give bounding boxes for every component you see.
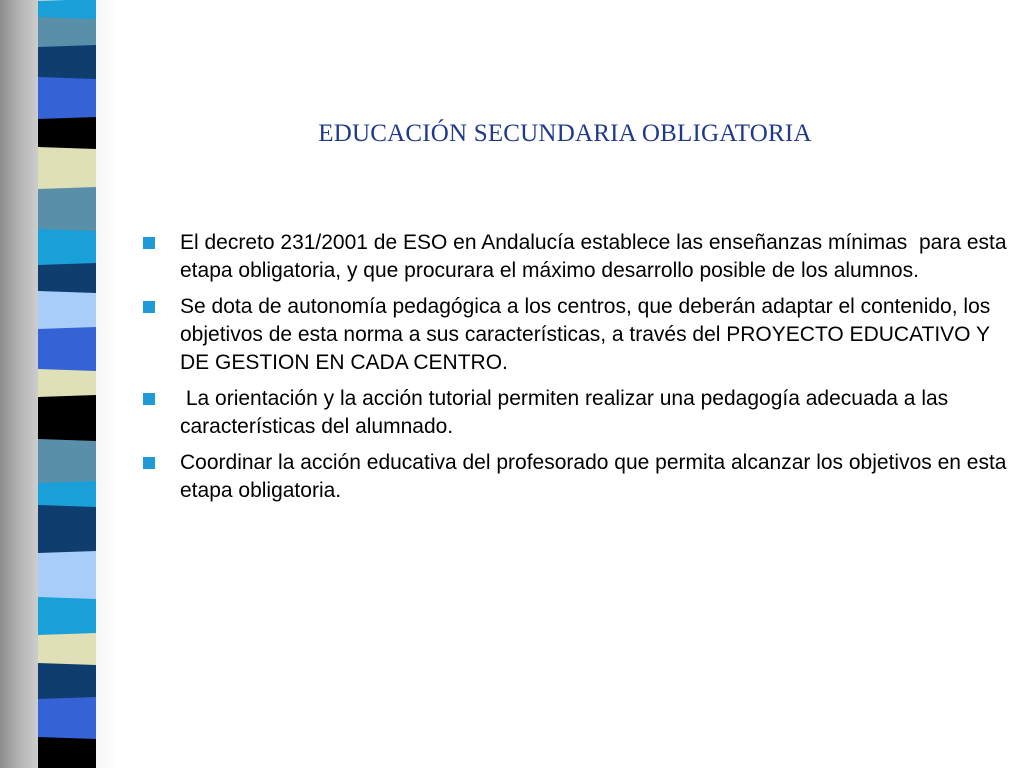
bullet-square-icon (143, 301, 155, 313)
strip-band (38, 117, 96, 151)
strip-band (38, 17, 96, 49)
bullet-square-icon (143, 237, 155, 249)
list-item (141, 449, 1011, 505)
list-item (141, 385, 1011, 441)
strip-band (38, 395, 96, 443)
bullet-square-icon (143, 393, 155, 405)
strip-band (38, 263, 96, 295)
strip-band (38, 697, 96, 741)
strip-band (38, 291, 96, 331)
bullet-text: Coordinar la acción educativa del profesorado que permita alcanzar los objetivos en esta etapa obligatoria. (180, 451, 1013, 502)
bullet-text: La orientación y la acción tutorial permiten realizar una pedagogía adecuada a las características del alumnado. (180, 387, 955, 438)
strip-band (38, 229, 96, 267)
list-item (141, 229, 1011, 285)
strip-band (38, 551, 96, 601)
bullet-list (141, 229, 1011, 513)
strip-band (38, 77, 96, 121)
strip-band (38, 663, 96, 701)
bullet-text: El decreto 231/2001 de ESO en Andalucía establece las enseñanzas mínimas para esta etapa obligatoria, y que procurara el máximo desarrollo posible de los alumnos. (180, 231, 1013, 282)
bullet-square-icon (143, 457, 155, 469)
bullet-text: Se dota de autonomía pedagógica a los centros, que deberán adaptar el contenido, los objetivos de esta norma a sus características, a través del PROYECTO EDUCATIVO Y DE GESTION EN CADA CENTRO. (180, 295, 997, 374)
strip-band (38, 597, 96, 637)
strip-band (38, 633, 96, 667)
decorative-color-strip (38, 0, 96, 768)
strip-band (38, 505, 96, 555)
strip-band (38, 187, 96, 233)
list-item (141, 293, 1011, 377)
strip-band (38, 147, 96, 191)
slide-title: EDUCACIÓN SECUNDARIA OBLIGATORIA (318, 120, 812, 147)
strip-band (38, 737, 96, 768)
strip-band (38, 327, 96, 373)
strip-band (38, 439, 96, 485)
strip-band (38, 45, 96, 81)
